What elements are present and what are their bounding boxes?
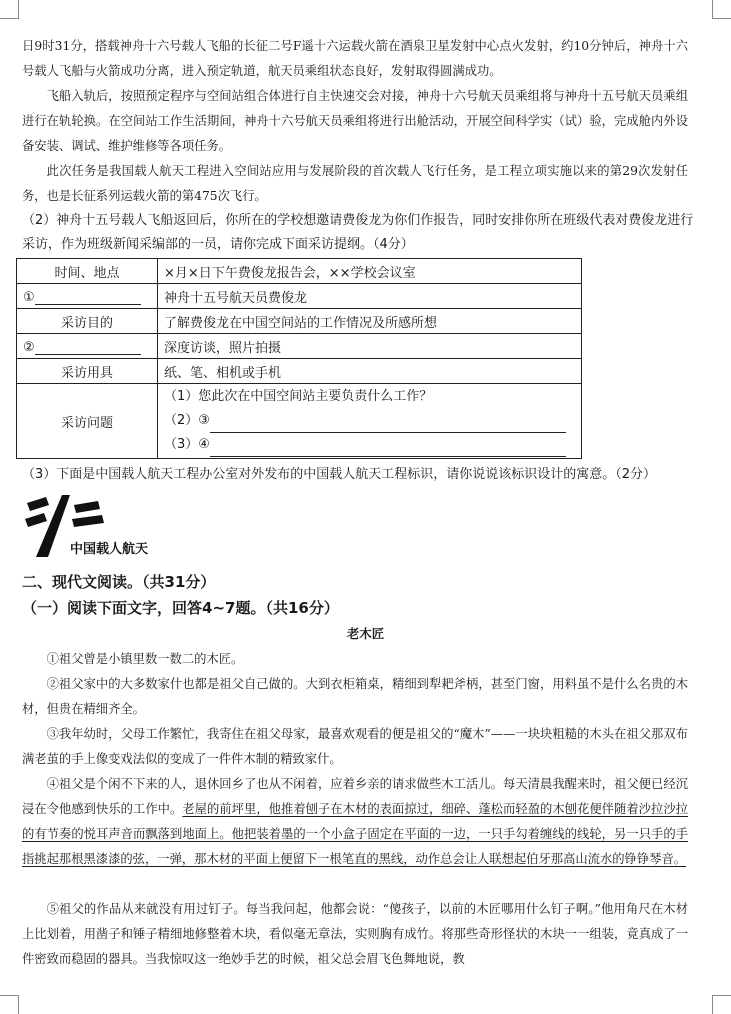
row-key-blank-1[interactable] [17,284,158,309]
logo-stroke-mid-right [72,515,104,527]
table-row [17,309,582,334]
passage-paragraph-3: 此次任务是我国载人航天工程进入空间站应用与发展阶段的首次载人飞行任务，是工程立项实施以来的第29次发射任务，也是长征系列运载火箭的第475次飞行。 [22,164,688,203]
article-paragraph-1: ①祖父曾是小镇里数一数二的木匠。 [46,652,244,666]
interview-outline-table [16,258,582,459]
paragraph-4-text: ④祖父是个闲不下来的人，退休回乡了也从不闲着，应着乡亲的请求做些木工活儿。每天清晨我醒来时，祖父便已经沉浸在令他感到快乐的工作中。 [22,777,688,816]
row-value: 纸、笔、相机或手机 [158,359,582,384]
article-paragraph-5: ⑤祖父的作品从来就没有用过钉子。每当我问起，他都会说：“傻孩子，以前的木匠哪用什么钉子啊。”他用角尺在木材上比划着，用凿子和锤子精细地修整着木块，看似毫无章法，实则胸有成竹。将那些奇形怪状的木块一一组装，竟真成了一件密致而稳固的器具。当我惊叹这一绝妙手艺的时候，祖父总会眉飞色舞地说，教 [22,902,688,966]
table-row [17,284,582,309]
row-key: 采访目的 [17,309,158,334]
row-value: 深度访谈，照片拍摄 [158,334,582,359]
crop-mark-top-left [0,0,19,19]
answer-blank-2[interactable] [35,338,141,355]
crop-mark-bottom-left [0,995,19,1014]
table-row [17,384,582,459]
underlined-sentence: 老屋的前坪里，他推着刨子在木材的表面掠过，细碎、蓬松而轻盈的木刨花便伴随着沙拉沙拉的有节奏的悦耳声音而飘落到地面上。他把装着墨的一个小盒子固定在平面的一边，一只手勾着缠线的线轮，另一只手的手指挑起那根黑漆漆的弦，一弹，那木材的平面上便留下一根笔直的黑线，动作总会让人联想起伯牙那高山流水的铮铮琴音。 [22,802,688,866]
subsection-heading: （一）阅读下面文字，回答4~7题。（共16分） [22,599,339,617]
passage-paragraph-2: 飞船入轨后，按照预定程序与空间站组合体进行自主快速交会对接，神舟十六号航天员乘组将与神舟十五号航天员乘组进行在轨轮换。在空间站工作生活期间，神舟十六号航天员乘组将进行出舱活动，开展空间科学实（试）验，完成舱内外设备安装、调试、维护维修等各项任务。 [22,89,688,153]
table-row [17,359,582,384]
row-value: ×月×日下午费俊龙报告会，××学校会议室 [158,259,582,284]
interview-question-1: （1）您此次在中国空间站主要负责什么工作？ [164,389,433,404]
interview-questions-cell [158,384,582,459]
section-heading: 二、现代文阅读。（共31分） [22,573,216,591]
crop-mark-bottom-right [712,995,731,1014]
article-title: 老木匠 [346,626,385,641]
row-value: 神舟十五号航天员费俊龙 [158,284,582,309]
row-value: 了解费俊龙在中国空间站的工作情况及所感所想 [158,309,582,334]
row-key: 时间、地点 [17,259,158,284]
logo-stroke-mid-left [25,513,47,527]
blank-number: ② [23,339,35,355]
interview-question-2-label: （2）③ [164,413,210,428]
question-3-prompt: （3）下面是中国载人航天工程办公室对外发布的中国载人航天工程标识，请你说说该标识设计的寓意。（2分） [22,467,657,482]
crop-mark-top-right [712,0,731,19]
logo-stroke-top-right [74,501,100,513]
answer-blank-4[interactable] [210,440,566,457]
table-row [17,259,582,284]
row-key: 采访问题 [17,384,158,459]
logo-stroke-top-left [27,497,49,511]
article-paragraph-2: ②祖父家中的大多数家什也都是祖父自己做的。大到衣柜箱桌，精细到犁耙斧柄，甚至门窗，用料虽不是什么名贵的木材，但贵在精细齐全。 [22,677,688,716]
answer-blank-1[interactable] [35,288,141,305]
passage-paragraph-1: 日9时31分，搭载神舟十六号载人飞船的长征二号F遥十六运载火箭在酒泉卫星发射中心点火发射，约10分钟后，神舟十六号载人飞船与火箭成功分离，进入预定轨道，航天员乘组状态良好，发射取得圆满成功。 [22,39,688,78]
article-paragraph-3: ③我年幼时，父母工作繁忙，我寄住在祖父母家，最喜欢观看的便是祖父的“魔木”——一块块粗糙的木头在祖父那双布满老茧的手上像变戏法似的变成了一件件木制的精致家什。 [22,727,688,766]
interview-question-3-label: （3）④ [164,437,210,452]
table-row [17,334,582,359]
article-paragraph-4 [22,772,688,872]
blank-number: ① [23,289,35,305]
logo-caption: 中国载人航天 [70,542,149,557]
row-key-blank-2[interactable] [17,334,158,359]
answer-blank-3[interactable] [210,416,566,433]
row-key: 采访用具 [17,359,158,384]
question-2-prompt: （2）神舟十五号载人飞船返回后，你所在的学校想邀请费俊龙为你们作报告，同时安排你所在班级代表对费俊龙进行采访，作为班级新闻采编部的一员，请你完成下面采访提纲。（4分） [22,213,694,252]
